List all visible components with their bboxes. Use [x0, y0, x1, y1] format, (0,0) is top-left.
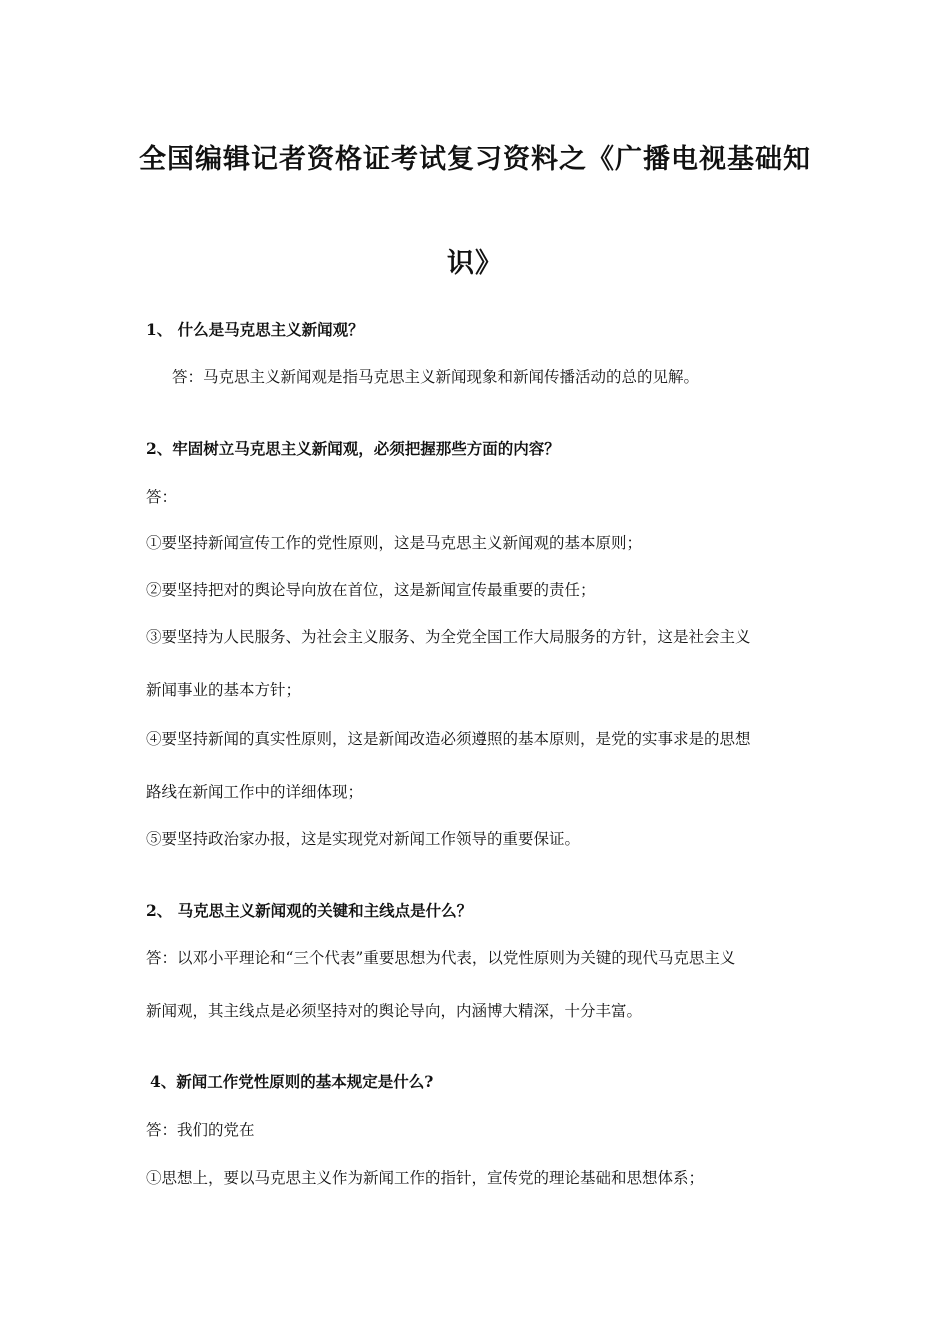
question-4: 4、新闻工作党性原则的基本规定是什么?	[150, 1072, 434, 1091]
answer-2-item-2: ②要坚持把对的舆论导向放在首位，这是新闻宣传最重要的责任；	[146, 581, 596, 599]
document-title-line-1: 全国编辑记者资格证考试复习资料之《广播电视基础知	[139, 144, 811, 175]
answer-2-item-5: ⑤要坚持政治家办报，这是实现党对新闻工作领导的重要保证。	[146, 830, 581, 848]
answer-1: 答：马克思主义新闻观是指马克思主义新闻现象和新闻传播活动的总的见解。	[172, 368, 700, 386]
answer-4-head: 答：我们的党在	[146, 1121, 255, 1139]
answer-3-line-2: 新闻观，其主线点是必须坚持对的舆论导向，内涵博大精深，十分丰富。	[146, 1002, 643, 1020]
answer-2-item-4-line-1: ④要坚持新闻的真实性原则，这是新闻改造必须遵照的基本原则，是党的实事求是的思想	[146, 730, 751, 748]
question-2: 2、牢固树立马克思主义新闻观，必须把握那些方面的内容？	[146, 439, 560, 458]
answer-4-item-1: ①思想上，要以马克思主义作为新闻工作的指针，宣传党的理论基础和思想体系；	[146, 1169, 705, 1187]
question-1: 1、 什么是马克思主义新闻观？	[146, 320, 364, 339]
answer-2-item-3-line-1: ③要坚持为人民服务、为社会主义服务、为全党全国工作大局服务的方针，这是社会主义	[146, 628, 751, 646]
answer-2-head: 答：	[146, 488, 178, 506]
document-title-line-2: 识》	[447, 248, 503, 279]
question-3: 2、 马克思主义新闻观的关键和主线点是什么？	[146, 901, 473, 920]
answer-2-item-3-line-2: 新闻事业的基本方针；	[146, 681, 302, 699]
answer-2-item-1: ①要坚持新闻宣传工作的党性原则，这是马克思主义新闻观的基本原则；	[146, 534, 643, 552]
answer-3-line-1: 答：以邓小平理论和“三个代表”重要思想为代表，以党性原则为关键的现代马克思主义	[146, 949, 736, 967]
answer-2-item-4-line-2: 路线在新闻工作中的详细体现；	[146, 783, 364, 801]
